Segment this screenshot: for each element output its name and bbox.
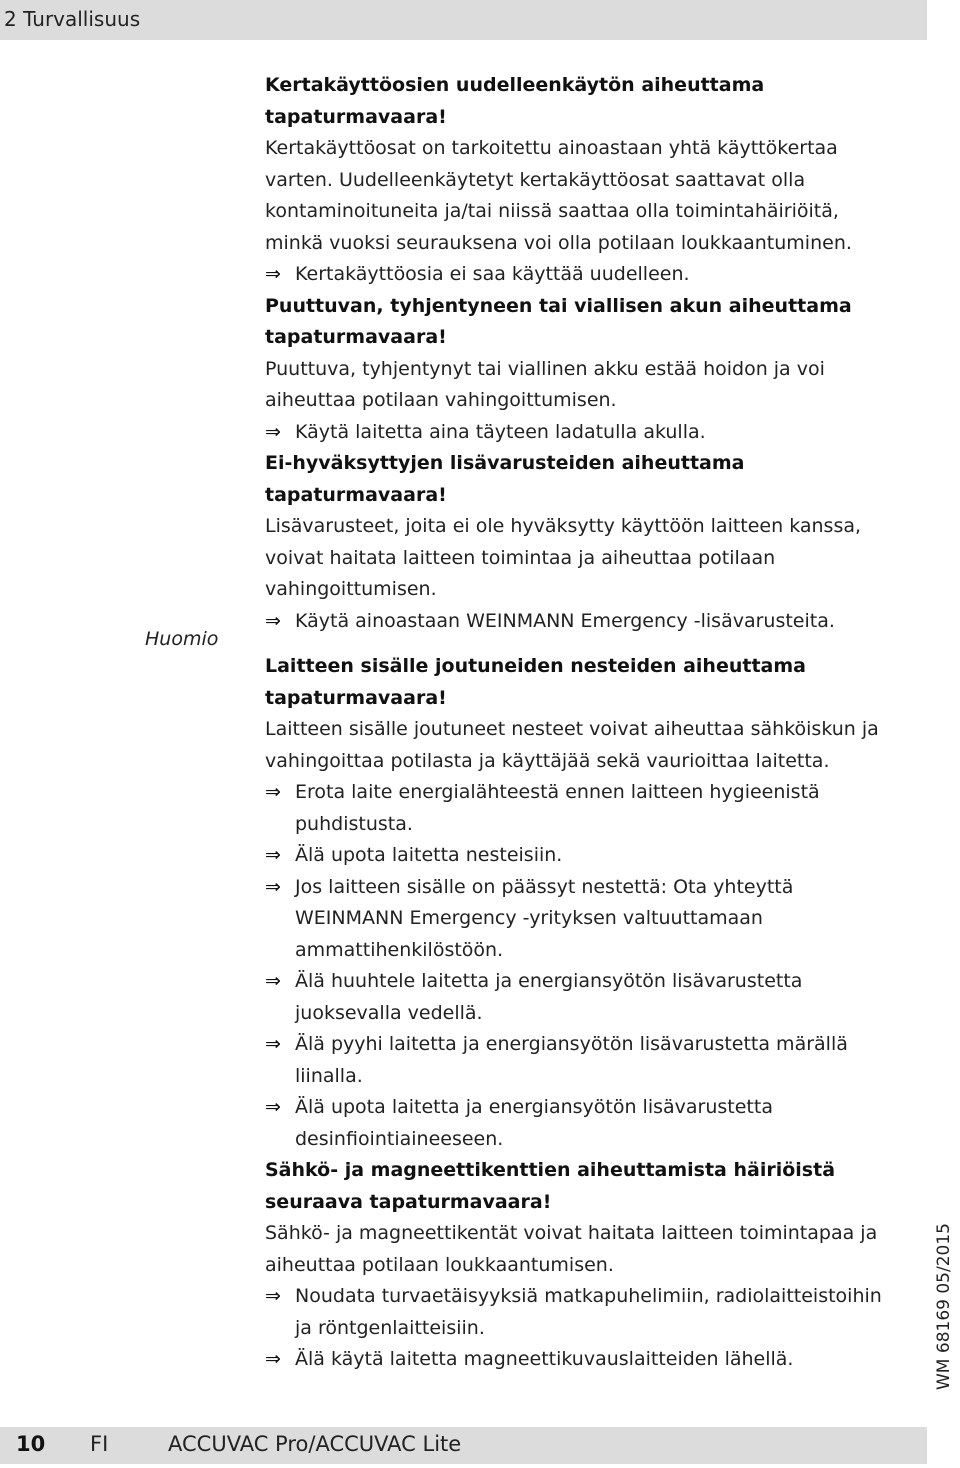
section-gap — [265, 637, 925, 651]
arrow-right-icon: ⇒ — [265, 970, 281, 992]
action-step-text: Älä huuhtele laitetta ja energiansyötön lisävarustetta — [295, 970, 803, 992]
arrow-right-icon: ⇒ — [265, 420, 281, 443]
warning-title-line: Sähkö- ja magneettikenttien aiheuttamista häiriöistä — [265, 1159, 836, 1181]
side-note-label: Huomio — [145, 628, 219, 650]
page-number: 10 — [16, 1432, 46, 1456]
arrow-right-icon: ⇒ — [265, 263, 281, 285]
action-step-text: Kertakäyttöosia ei saa käyttää uudelleen. — [295, 263, 690, 285]
warning-body-line: minkä vuoksi seurauksena voi olla potilaan loukkaantuminen. — [265, 231, 852, 254]
action-step-text: WEINMANN Emergency -yrityksen valtuuttamaan — [295, 907, 763, 929]
warning-block — [265, 291, 925, 449]
arrow-right-icon: ⇒ — [265, 609, 281, 632]
warning-body-line: Puuttuva, tyhjentynyt tai viallinen akku estää hoidon ja voi — [265, 357, 825, 380]
warning-block — [265, 637, 925, 1155]
action-step-text: Erota laite energialähteestä ennen laitteen hygieenistä — [295, 781, 820, 803]
warning-title-line: tapaturmavaara! — [265, 105, 447, 128]
action-step — [265, 1029, 925, 1092]
action-step-text: Älä käytä laitetta magneettikuvauslaitteiden lähellä. — [295, 1348, 794, 1370]
action-step-text: puhdistusta. — [295, 812, 413, 835]
action-step — [265, 1344, 925, 1376]
warning-block — [265, 1155, 925, 1376]
action-step — [265, 966, 925, 1029]
arrow-right-icon: ⇒ — [265, 781, 281, 803]
arrow-right-icon: ⇒ — [265, 1096, 281, 1118]
arrow-right-icon: ⇒ — [265, 1033, 281, 1055]
header-bar — [0, 0, 927, 40]
warning-body-line: Kertakäyttöosat on tarkoitettu ainoastaan yhtä käyttökertaa — [265, 137, 838, 159]
warning-body-line: varten. Uudelleenkäytetyt kertakäyttöosat saattavat olla — [265, 168, 806, 191]
warning-block — [265, 70, 925, 291]
warning-body-line: Sähkö- ja magneettikentät voivat haitata laitteen toimintapaa ja — [265, 1222, 878, 1244]
warning-title-line: tapaturmavaara! — [265, 326, 447, 348]
action-step — [265, 872, 925, 967]
action-step — [265, 259, 925, 291]
action-step-text: desinfiointiaineeseen. — [295, 1127, 504, 1150]
warning-body-line: voivat haitata laitteen toimintaa ja aiheuttaa potilaan — [265, 546, 776, 569]
action-step — [265, 1281, 925, 1344]
action-step — [265, 1092, 925, 1155]
action-step-text: juoksevalla vedellä. — [295, 1001, 483, 1024]
section-title: 2 Turvallisuus — [4, 7, 141, 31]
action-step — [265, 840, 925, 872]
warning-body-line: aiheuttaa potilaan vahingoittumisen. — [265, 389, 617, 411]
warning-body-line: vahingoittaa potilasta ja käyttäjää sekä vaurioittaa laitetta. — [265, 749, 830, 772]
warning-title-line: Laitteen sisälle joutuneiden nesteiden aiheuttama — [265, 655, 806, 677]
arrow-right-icon: ⇒ — [265, 1285, 281, 1307]
warning-body-line: Lisävarusteet, joita ei ole hyväksytty käyttöön laitteen kanssa, — [265, 515, 862, 537]
warning-title-line: tapaturmavaara! — [265, 686, 447, 709]
warning-body-line: aiheuttaa potilaan loukkaantumisen. — [265, 1253, 614, 1276]
action-step-text: Älä pyyhi laitetta ja energiansyötön lisävarustetta märällä — [295, 1033, 848, 1055]
product-title: ACCUVAC Pro/ACCUVAC Lite — [168, 1432, 462, 1456]
action-step — [265, 417, 925, 449]
action-step-text: Käytä ainoastaan WEINMANN Emergency -lisävarusteita. — [295, 609, 835, 632]
action-step-text: Älä upota laitetta nesteisiin. — [295, 844, 563, 866]
action-step-text: Jos laitteen sisälle on päässyt nestettä: Ota yhteyttä — [295, 875, 794, 898]
arrow-right-icon: ⇒ — [265, 1348, 281, 1370]
action-step-text: Noudata turvaetäisyyksiä matkapuhelimiin, radiolaitteistoihin — [295, 1285, 882, 1307]
action-step-text: Älä upota laitetta ja energiansyötön lisävarustetta — [295, 1096, 773, 1118]
warning-title-line: Kertakäyttöosien uudelleenkäytön aiheuttama — [265, 74, 765, 96]
language-code: FI — [90, 1432, 109, 1456]
warning-title-line: seuraava tapaturmavaara! — [265, 1190, 552, 1213]
document-number: WM 68169 05/2015 — [934, 1223, 954, 1390]
action-step-text: Käytä laitetta aina täyteen ladatulla akulla. — [295, 420, 706, 443]
action-step — [265, 606, 925, 638]
warning-title-line: Ei-hyväksyttyjen lisävarusteiden aiheuttama tapaturmavaara! — [265, 452, 745, 506]
action-step-text: ja röntgenlaitteisiin. — [295, 1316, 485, 1339]
warning-body-line: vahingoittumisen. — [265, 578, 437, 600]
arrow-right-icon: ⇒ — [265, 875, 281, 898]
action-step — [265, 777, 925, 840]
warning-block — [265, 448, 925, 637]
warning-body-line: Laitteen sisälle joutuneet nesteet voivat aiheuttaa sähköiskun ja — [265, 718, 879, 740]
warnings-content — [265, 70, 925, 1376]
action-step-text: ammattihenkilöstöön. — [295, 938, 504, 961]
warning-title-line: Puuttuvan, tyhjentyneen tai viallisen akun aiheuttama — [265, 294, 852, 317]
footer-bar — [0, 1427, 927, 1464]
warning-body-line: kontaminoituneita ja/tai niissä saattaa olla toimintahäiriöitä, — [265, 200, 839, 222]
arrow-right-icon: ⇒ — [265, 844, 281, 866]
action-step-text: liinalla. — [295, 1064, 363, 1087]
